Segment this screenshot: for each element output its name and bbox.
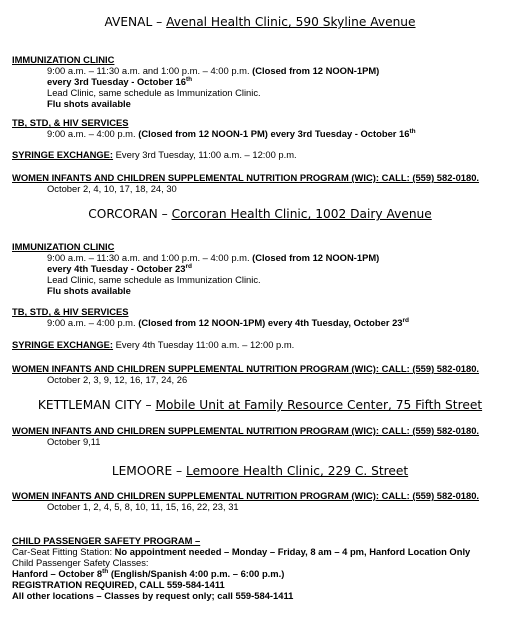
lemoore-wic-dates: October 1, 2, 4, 5, 8, 10, 11, 15, 16, 22, 23, 31	[47, 501, 239, 512]
corcoran-city: CORCORAN	[88, 207, 158, 221]
ordinal-sup: th	[409, 127, 416, 135]
child-safety-heading: CHILD PASSENGER SAFETY PROGRAM –	[12, 535, 201, 546]
syringe-text: Every 4th Tuesday 11:00 a.m. – 12:00 p.m.	[113, 339, 295, 350]
closed-text: (Closed from 12 NOON-1PM)	[252, 65, 380, 76]
closed-text: (Closed from 12 NOON-1PM)	[252, 252, 380, 263]
avenal-wic-heading: WOMEN INFANTS AND CHILDREN SUPPLEMENTAL NUTRITION PROGRAM (WIC): CALL: (559) 582-0180.	[12, 172, 480, 183]
hanford-time: (English/Spanish 4:00 p.m. – 6:00 p.m.)	[108, 568, 285, 579]
avenal-immunization-schedule	[47, 76, 192, 87]
hanford-class	[12, 568, 284, 579]
kettleman-wic-heading: WOMEN INFANTS AND CHILDREN SUPPLEMENTAL NUTRITION PROGRAM (WIC): CALL: (559) 582-0180.	[12, 425, 480, 436]
avenal-tb-hours	[47, 128, 416, 139]
ordinal-sup: rd	[402, 316, 410, 324]
title-dash: –	[152, 15, 167, 29]
avenal-place: Avenal Health Clinic, 590 Skyline Avenue	[166, 15, 416, 29]
corcoran-place: Corcoran Health Clinic, 1002 Dairy Avenue	[171, 207, 432, 221]
lemoore-place: Lemoore Health Clinic, 229 C. Street	[186, 464, 409, 478]
fitting-prefix: Car-Seat Fitting Station:	[12, 546, 115, 557]
corcoran-wic-heading: WOMEN INFANTS AND CHILDREN SUPPLEMENTAL NUTRITION PROGRAM (WIC): CALL: (559) 582-0180.	[12, 363, 480, 374]
syringe-heading: SYRINGE EXCHANGE:	[12, 149, 114, 160]
ordinal-sup: th	[185, 75, 193, 83]
title-dash: –	[172, 464, 187, 478]
kettleman-place: Mobile Unit at Family Resource Center, 75 Fifth Street	[155, 398, 483, 412]
corcoran-tb-hours	[47, 317, 409, 328]
registration-required: REGISTRATION REQUIRED, CALL 559-584-1411	[12, 579, 225, 590]
kettleman-wic-dates: October 9,11	[47, 436, 101, 447]
lemoore-wic-heading: WOMEN INFANTS AND CHILDREN SUPPLEMENTAL NUTRITION PROGRAM (WIC): CALL: (559) 582-0180.	[12, 490, 480, 501]
lemoore-city: LEMOORE	[111, 464, 173, 478]
fitting-detail: No appointment needed – Monday – Friday, 8 am – 4 pm, Hanford Location Only	[114, 546, 471, 557]
detail-text: (Closed from 12 NOON-1 PM) every 3rd Tuesday - October 16	[138, 128, 410, 139]
avenal-title	[0, 15, 520, 30]
corcoran-flu-shots: Flu shots available	[47, 285, 131, 296]
car-seat-fitting-station	[12, 546, 470, 557]
hanford-date: Hanford – October 8	[12, 568, 103, 579]
corcoran-lead-clinic: Lead Clinic, same schedule as Immunization Clinic.	[47, 274, 261, 285]
hours-text: 9:00 a.m. – 4:00 p.m.	[47, 317, 139, 328]
kettleman-city: KETTLEMAN CITY	[37, 398, 142, 412]
avenal-tb-heading: TB, STD, & HIV SERVICES	[12, 117, 129, 128]
schedule-text: every 4th Tuesday - October 23	[47, 263, 186, 274]
corcoran-immunization-schedule	[47, 263, 192, 274]
avenal-immunization-hours	[47, 65, 379, 76]
ordinal-sup: th	[102, 567, 109, 575]
avenal-city: AVENAL	[104, 15, 153, 29]
syringe-heading: SYRINGE EXCHANGE:	[12, 339, 114, 350]
avenal-immunization-heading: IMMUNIZATION CLINIC	[12, 54, 115, 65]
lemoore-title	[0, 464, 520, 479]
avenal-flu-shots: Flu shots available	[47, 98, 131, 109]
corcoran-syringe-exchange	[12, 339, 294, 350]
hours-text: 9:00 a.m. – 11:30 a.m. and 1:00 p.m. – 4:00 p.m.	[47, 252, 253, 263]
ordinal-sup: rd	[185, 262, 192, 270]
hours-text: 9:00 a.m. – 4:00 p.m.	[47, 128, 139, 139]
kettleman-title	[0, 398, 520, 413]
title-dash: –	[157, 207, 172, 221]
other-locations: All other locations – Classes by request only; call 559-584-1411	[12, 590, 294, 601]
schedule-text: every 3rd Tuesday - October 16	[47, 76, 186, 87]
corcoran-title	[0, 207, 520, 222]
safety-classes-label: Child Passenger Safety Classes:	[12, 557, 149, 568]
corcoran-tb-heading: TB, STD, & HIV SERVICES	[12, 306, 129, 317]
corcoran-immunization-hours	[47, 252, 379, 263]
corcoran-wic-dates: October 2, 3, 9, 12, 16, 17, 24, 26	[47, 374, 188, 385]
syringe-text: Every 3rd Tuesday, 11:00 a.m. – 12:00 p.m.	[113, 149, 297, 160]
avenal-syringe-exchange	[12, 149, 297, 160]
avenal-lead-clinic: Lead Clinic, same schedule as Immunization Clinic.	[47, 87, 261, 98]
detail-text: (Closed from 12 NOON-1PM) every 4th Tuesday, October 23	[138, 317, 403, 328]
corcoran-immunization-heading: IMMUNIZATION CLINIC	[12, 241, 115, 252]
avenal-wic-dates: October 2, 4, 10, 17, 18, 24, 30	[47, 183, 177, 194]
title-dash: –	[141, 398, 156, 412]
hours-text: 9:00 a.m. – 11:30 a.m. and 1:00 p.m. – 4:00 p.m.	[47, 65, 253, 76]
